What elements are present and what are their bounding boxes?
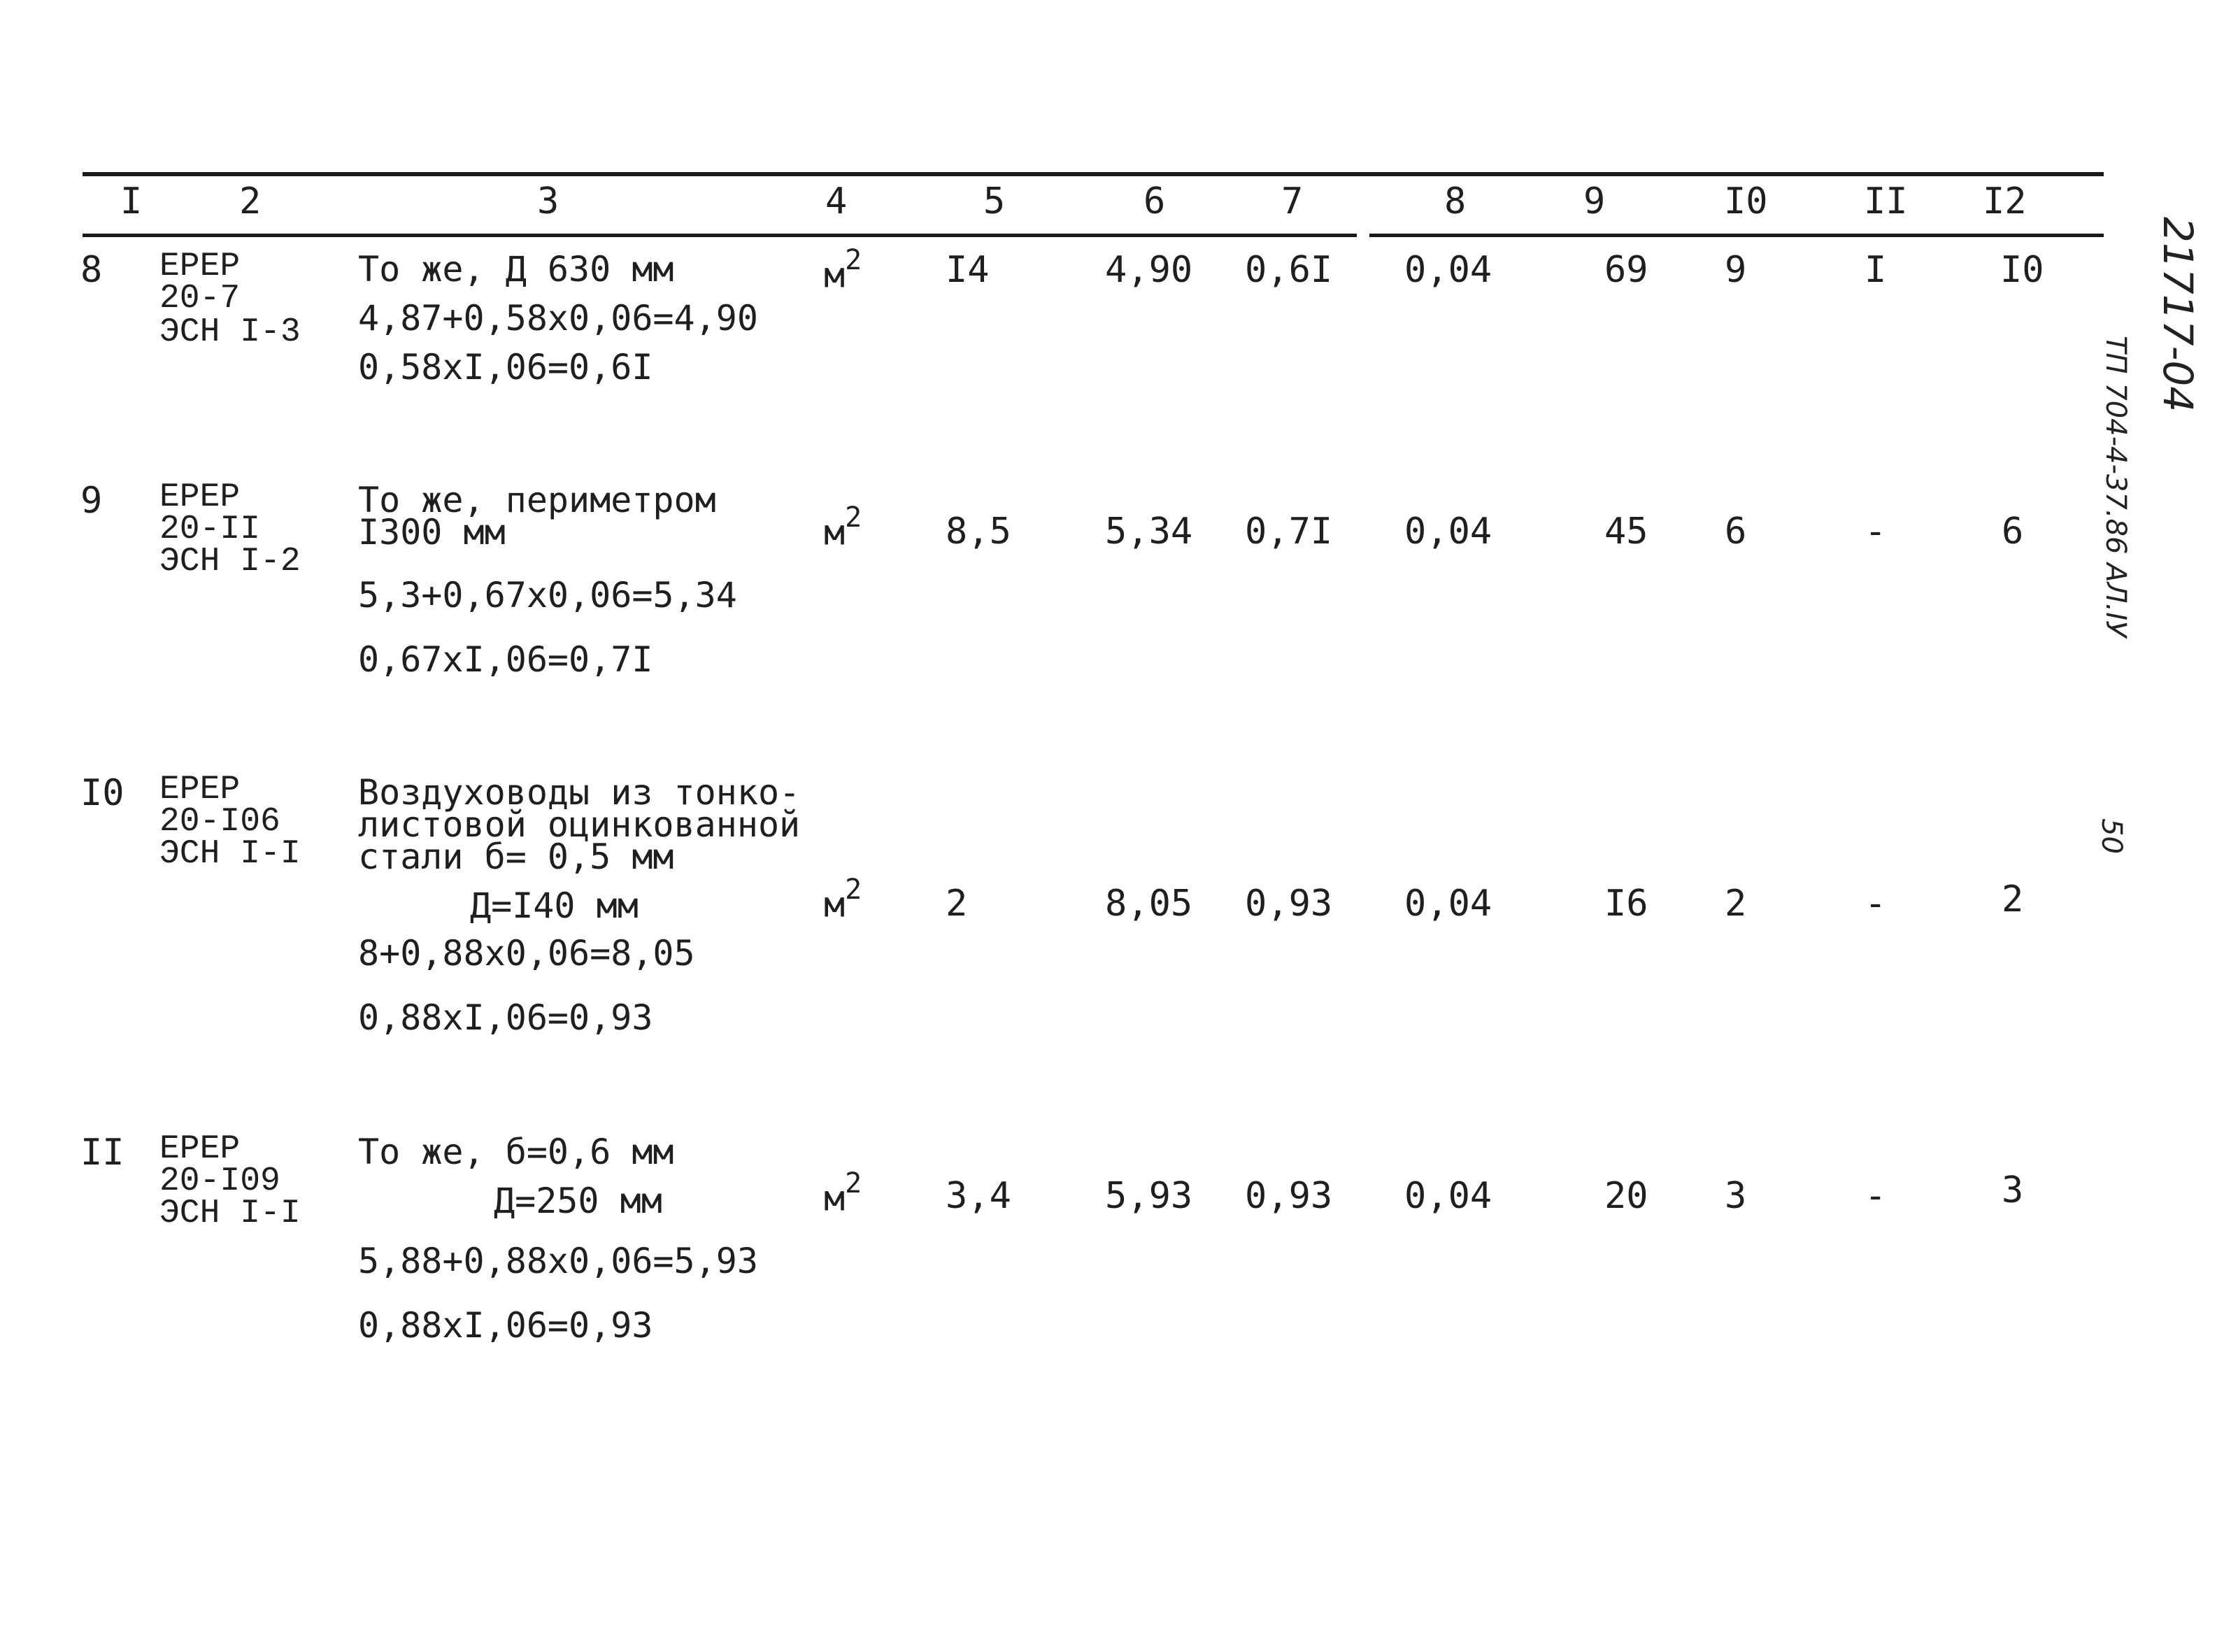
- value-col-9: I6: [1604, 883, 1648, 925]
- calculation-line: 4,87+0,58x0,06=4,90: [358, 298, 758, 339]
- value-col-7: 0,6I: [1245, 249, 1333, 291]
- value-col-5: I4: [946, 249, 990, 291]
- unit-cell: [824, 244, 862, 296]
- value-col-7: 0,7I: [1245, 511, 1333, 553]
- value-col-8: 0,04: [1404, 1175, 1492, 1217]
- value-col-11: -: [1865, 1175, 1887, 1217]
- rate-code-line: ЕРЕР: [159, 771, 241, 809]
- calculation-line: 5,88+0,88x0,06=5,93: [358, 1241, 758, 1281]
- value-col-7: 0,93: [1245, 883, 1333, 925]
- value-col-10: 3: [1725, 1175, 1747, 1217]
- page-number-note: 50: [2095, 818, 2127, 854]
- rate-code-line: ЭСН I-I: [159, 1195, 301, 1232]
- unit-exponent: 2: [845, 1167, 862, 1199]
- unit-exponent: 2: [845, 501, 862, 534]
- calculation-line: 0,88xI,06=0,93: [358, 997, 653, 1038]
- value-col-10: 2: [1725, 883, 1747, 925]
- rate-code-line: 20-7: [159, 280, 241, 318]
- description-line: То же, периметром: [358, 480, 716, 520]
- description-line: Д=250 мм: [494, 1181, 662, 1221]
- rate-code-line: ЭСН I-2: [159, 543, 301, 581]
- value-col-9: 69: [1604, 249, 1648, 291]
- unit-cell: [824, 874, 862, 925]
- header-col-3: 3: [537, 180, 559, 222]
- description-line: I300 мм: [358, 512, 506, 553]
- header-col-10: I0: [1724, 180, 1768, 222]
- value-col-11: -: [1865, 883, 1887, 925]
- value-col-8: 0,04: [1404, 249, 1492, 291]
- unit-base: м: [824, 1178, 846, 1219]
- description-line: То же, Д 630 мм: [358, 249, 674, 290]
- unit-exponent: 2: [845, 874, 862, 906]
- rate-code-line: 20-II: [159, 511, 261, 548]
- table-top-rule: [83, 172, 2104, 176]
- value-col-11: I: [1865, 249, 1887, 291]
- calculation-line: 5,3+0,67x0,06=5,34: [358, 575, 737, 615]
- value-col-10: 9: [1725, 249, 1747, 291]
- value-col-9: 45: [1604, 511, 1648, 553]
- header-col-12: I2: [1983, 180, 2027, 222]
- value-col-6: 8,05: [1105, 883, 1193, 925]
- header-col-8: 8: [1444, 180, 1467, 222]
- value-col-8: 0,04: [1404, 511, 1492, 553]
- description-line: Д=I40 мм: [470, 885, 639, 926]
- rate-code-line: ЭСН I-3: [159, 313, 301, 351]
- rate-code-line: ЕРЕР: [159, 478, 241, 516]
- row-number: I0: [80, 772, 124, 814]
- header-col-4: 4: [825, 180, 848, 222]
- value-col-10: 6: [1725, 511, 1747, 553]
- value-col-5: 2: [946, 883, 968, 925]
- unit-base: м: [824, 512, 846, 553]
- unit-exponent: 2: [845, 244, 862, 276]
- value-col-5: 8,5: [946, 511, 1011, 553]
- value-col-12: 6: [2002, 511, 2024, 553]
- value-col-9: 20: [1604, 1175, 1648, 1217]
- description-line: Воздуховоды из тонко-: [358, 772, 801, 813]
- calculation-line: 8+0,88x0,06=8,05: [358, 933, 695, 974]
- unit-base: м: [824, 255, 846, 296]
- value-col-12: 3: [2002, 1169, 2024, 1211]
- description-line: То же, б=0,6 мм: [358, 1132, 674, 1172]
- row-number: 8: [80, 249, 103, 291]
- value-col-6: 4,90: [1105, 249, 1193, 291]
- header-col-6: 6: [1143, 180, 1166, 222]
- value-col-12: 2: [2002, 878, 2024, 920]
- header-col-7: 7: [1281, 180, 1304, 222]
- rate-code-line: ЕРЕР: [159, 248, 241, 285]
- value-col-12: I0: [2000, 249, 2044, 291]
- value-col-6: 5,34: [1105, 511, 1193, 553]
- calculation-line: 0,88xI,06=0,93: [358, 1305, 653, 1346]
- project-code-note: ТП 704-4-37.86 АЛ.IУ: [2100, 336, 2132, 638]
- unit-cell: [824, 501, 862, 553]
- document-number-note: 21717-04: [2154, 217, 2202, 413]
- unit-cell: [824, 1167, 862, 1219]
- unit-base: м: [824, 884, 846, 925]
- header-col-1: I: [120, 180, 143, 222]
- header-col-9: 9: [1583, 180, 1606, 222]
- rate-code-line: ЭСН I-I: [159, 835, 301, 873]
- rate-code-line: 20-I06: [159, 803, 280, 841]
- row-number: 9: [80, 480, 103, 522]
- header-col-11: II: [1864, 180, 1908, 222]
- description-line: листовой оцинкованной: [358, 804, 801, 845]
- value-col-11: -: [1865, 511, 1887, 553]
- header-col-2: 2: [239, 180, 262, 222]
- value-col-5: 3,4: [946, 1175, 1011, 1217]
- row-number: II: [80, 1132, 124, 1174]
- value-col-7: 0,93: [1245, 1175, 1333, 1217]
- rate-code-line: 20-I09: [159, 1162, 280, 1200]
- calculation-line: 0,67xI,06=0,7I: [358, 639, 653, 680]
- value-col-6: 5,93: [1105, 1175, 1193, 1217]
- header-col-5: 5: [983, 180, 1006, 222]
- description-line: стали б= 0,5 мм: [358, 836, 674, 877]
- header-bottom-rule-right: [1369, 234, 2104, 237]
- header-bottom-rule-left: [83, 234, 1357, 237]
- calculation-line: 0,58xI,06=0,6I: [358, 347, 653, 387]
- value-col-8: 0,04: [1404, 883, 1492, 925]
- rate-code-line: ЕРЕР: [159, 1130, 241, 1168]
